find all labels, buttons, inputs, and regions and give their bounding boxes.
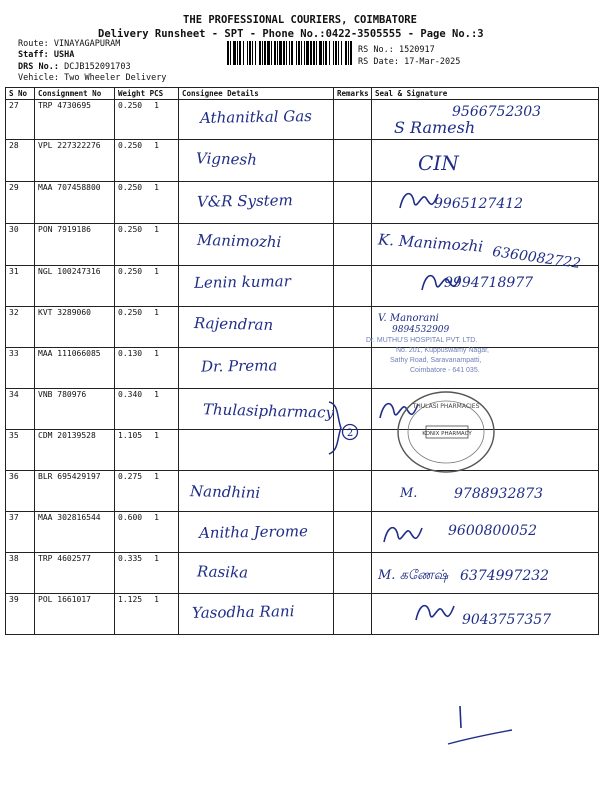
stamp-line-1: Dr. MUTHU'S HOSPITAL PVT. LTD.: [366, 337, 478, 344]
rs-date-line: [358, 57, 460, 67]
handwritten-consignee: Nandhini: [189, 482, 261, 502]
handwritten-phone: 9994718977: [444, 275, 534, 291]
row-consignment-no: BLR 695429197: [35, 471, 115, 512]
handwritten-consignee: Dr. Prema: [200, 356, 278, 376]
seal-top-text: THULASI PHARMACIES: [412, 403, 480, 410]
stamp-line-3: Sathy Road, Saravanampatti,: [390, 357, 482, 364]
row-consignment-no: MAA 302816544: [35, 512, 115, 553]
row-consignment-no: PON 7919186: [35, 224, 115, 266]
handwritten-signature: S Ramesh: [394, 118, 476, 137]
row-seal-cell: [372, 140, 599, 182]
route-line: [18, 39, 120, 49]
handwritten-signature: M. கணேஷ்: [378, 568, 449, 583]
seal-center-text: KONIX PHARMACY: [422, 431, 472, 437]
vehicle-label: Vehicle:: [18, 73, 59, 83]
row-weight-pcs: [115, 389, 179, 430]
row-weight: 1.105: [118, 431, 143, 440]
drs-label: DRS No.:: [18, 62, 59, 72]
handwritten-phone: 9788932873: [454, 486, 544, 502]
row-pcs: 1: [154, 141, 159, 150]
row-pcs: 1: [154, 554, 159, 563]
col-remarks: Remarks: [334, 88, 372, 100]
row-sno: 34: [6, 389, 35, 430]
row-weight-pcs: [115, 224, 179, 266]
handwritten-phone: 9894532909: [392, 325, 450, 335]
row-consignment-no: NGL 100247316: [35, 266, 115, 307]
row-weight-pcs: [115, 348, 179, 389]
runsheet-subtitle: Delivery Runsheet - SPT - Phone No.:0422-3505555 - Page No.:3: [98, 28, 484, 40]
pen-stroke: [440, 700, 520, 750]
col-consignee: Consignee Details: [179, 88, 334, 100]
row-pcs: 1: [154, 431, 159, 440]
handwritten-consignee: Thulasipharmacy: [202, 400, 335, 422]
handwritten-signature: CIN: [418, 151, 459, 175]
row-remarks-cell: [334, 224, 372, 266]
row-weight-pcs: [115, 430, 179, 471]
row-consignment-no: TRP 4602577: [35, 553, 115, 594]
row-pcs: 1: [154, 390, 159, 399]
row-weight: 0.250: [118, 267, 143, 276]
row-weight: 0.600: [118, 513, 143, 522]
row-weight: 0.340: [118, 390, 143, 399]
row-consignment-no: POL 1661017: [35, 594, 115, 635]
row-remarks-cell: [334, 471, 372, 512]
row-weight: 0.250: [118, 183, 143, 192]
row-weight-pcs: [115, 307, 179, 348]
row-sno: 33: [6, 348, 35, 389]
row-sno: 31: [6, 266, 35, 307]
handwritten-consignee: Manimozhi: [196, 230, 282, 252]
circled-note: [341, 423, 359, 441]
row-pcs: 1: [154, 472, 159, 481]
row-sno: 30: [6, 224, 35, 266]
row-weight-pcs: [115, 140, 179, 182]
drs-value: DCJB152091703: [64, 62, 131, 72]
row-sno: 36: [6, 471, 35, 512]
row-weight: 0.250: [118, 101, 143, 110]
row-sno: 38: [6, 553, 35, 594]
row-weight-pcs: [115, 182, 179, 224]
handwritten-consignee: V&R System: [196, 191, 293, 211]
handwritten-consignee: Rajendran: [193, 313, 274, 335]
signature-scribble: [396, 186, 440, 216]
col-sno: S No: [6, 88, 35, 100]
row-weight: 0.250: [118, 225, 143, 234]
row-weight-pcs: [115, 266, 179, 307]
rs-date-value: 17-Mar-2025: [404, 57, 461, 67]
table-row: [6, 348, 599, 389]
row-consignment-no: MAA 111066085: [35, 348, 115, 389]
handwritten-phone: 6360082722: [491, 243, 582, 273]
vehicle-value: Two Wheeler Delivery: [64, 73, 167, 83]
circled-note-text: 2: [346, 428, 354, 439]
row-pcs: 1: [154, 513, 159, 522]
handwritten-consignee: Rasika: [196, 562, 249, 582]
staff-line: [18, 50, 74, 60]
table-header: [6, 88, 599, 100]
col-consignment: Consignment No: [35, 88, 115, 100]
row-sno: 32: [6, 307, 35, 348]
row-pcs: 1: [154, 183, 159, 192]
table-row: [6, 140, 599, 182]
row-remarks-cell: [334, 100, 372, 140]
row-weight-pcs: [115, 512, 179, 553]
row-pcs: 1: [154, 267, 159, 276]
drs-line: [18, 62, 131, 72]
row-remarks-cell: [334, 553, 372, 594]
handwritten-signature: K. Manimozhi: [377, 230, 484, 256]
row-pcs: 1: [154, 349, 159, 358]
handwritten-signature: V. Manorani: [378, 313, 439, 324]
rs-no-value: 1520917: [398, 45, 435, 55]
table-row: [6, 307, 599, 348]
handwritten-consignee: Yasodha Rani: [191, 602, 295, 622]
row-remarks-cell: [334, 594, 372, 635]
row-weight: 1.125: [118, 595, 143, 604]
row-pcs: 1: [154, 101, 159, 110]
col-seal: Seal & Signature: [372, 88, 599, 100]
row-consignment-no: CDM 20139528: [35, 430, 115, 471]
row-sno: 29: [6, 182, 35, 224]
row-weight-pcs: [115, 100, 179, 140]
row-sno: 28: [6, 140, 35, 182]
row-consignment-no: KVT 3289060: [35, 307, 115, 348]
stamp-line-4: Coimbatore - 641 035.: [410, 367, 480, 374]
row-weight-pcs: [115, 553, 179, 594]
row-consignment-no: TRP 4730695: [35, 100, 115, 140]
row-weight-pcs: [115, 594, 179, 635]
row-remarks-cell: [334, 266, 372, 307]
row-consignment-no: MAA 707458800: [35, 182, 115, 224]
row-sno: 35: [6, 430, 35, 471]
row-consignment-no: VNB 780976: [35, 389, 115, 430]
row-weight: 0.250: [118, 141, 143, 150]
handwritten-consignee: Anitha Jerome: [198, 522, 309, 542]
signature-scribble: [380, 520, 424, 550]
table-row: [6, 430, 599, 471]
handwritten-phone: 9043757357: [462, 612, 552, 628]
row-weight-pcs: [115, 471, 179, 512]
col-weight-pcs: [115, 88, 179, 100]
row-pcs: 1: [154, 308, 159, 317]
row-pcs: 1: [154, 595, 159, 604]
vehicle-line: [18, 73, 166, 83]
row-sno: 27: [6, 100, 35, 140]
rs-date-label: RS Date:: [358, 57, 399, 67]
handwritten-signature: M.: [400, 486, 418, 501]
row-pcs: 1: [154, 225, 159, 234]
row-remarks-cell: [334, 512, 372, 553]
route-value: VINAYAGAPURAM: [53, 39, 121, 49]
signature-scribble: [412, 598, 456, 628]
handwritten-consignee: Vignesh: [195, 149, 258, 169]
pharmacy-seal: [394, 388, 498, 476]
row-weight: 0.250: [118, 308, 143, 317]
handwritten-phone: 6374997232: [460, 568, 550, 584]
handwritten-phone: 9566752303: [452, 104, 542, 120]
row-consignee-cell: [179, 430, 334, 471]
col-pcs: PCS: [149, 89, 164, 98]
handwritten-consignee: Athanitkal Gas: [199, 107, 313, 127]
rs-no-line: [358, 45, 435, 55]
col-weight: Weight: [118, 89, 146, 98]
stamp-line-2: No. 201, Kuppuswamy Nagar,: [396, 347, 489, 354]
handwritten-consignee: Lenin kumar: [193, 272, 291, 292]
row-weight: 0.275: [118, 472, 143, 481]
route-label: Route:: [18, 39, 49, 49]
rs-no-label: RS No.:: [358, 45, 394, 55]
row-weight: 0.335: [118, 554, 143, 563]
row-consignment-no: VPL 227322276: [35, 140, 115, 182]
row-sno: 39: [6, 594, 35, 635]
company-title: THE PROFESSIONAL COURIERS, COIMBATORE: [183, 14, 417, 26]
row-remarks-cell: [334, 182, 372, 224]
handwritten-phone: 9600800052: [448, 523, 538, 539]
hospital-stamp: [366, 336, 489, 376]
row-weight: 0.130: [118, 349, 143, 358]
runsheet-table: [5, 87, 599, 635]
staff-label: Staff:: [18, 50, 49, 60]
handwritten-phone: 9965127412: [434, 196, 524, 212]
signature-scribble: [418, 268, 462, 298]
row-remarks-cell: [334, 140, 372, 182]
staff-value: USHA: [53, 50, 75, 60]
row-sno: 37: [6, 512, 35, 553]
barcode: [227, 41, 353, 65]
